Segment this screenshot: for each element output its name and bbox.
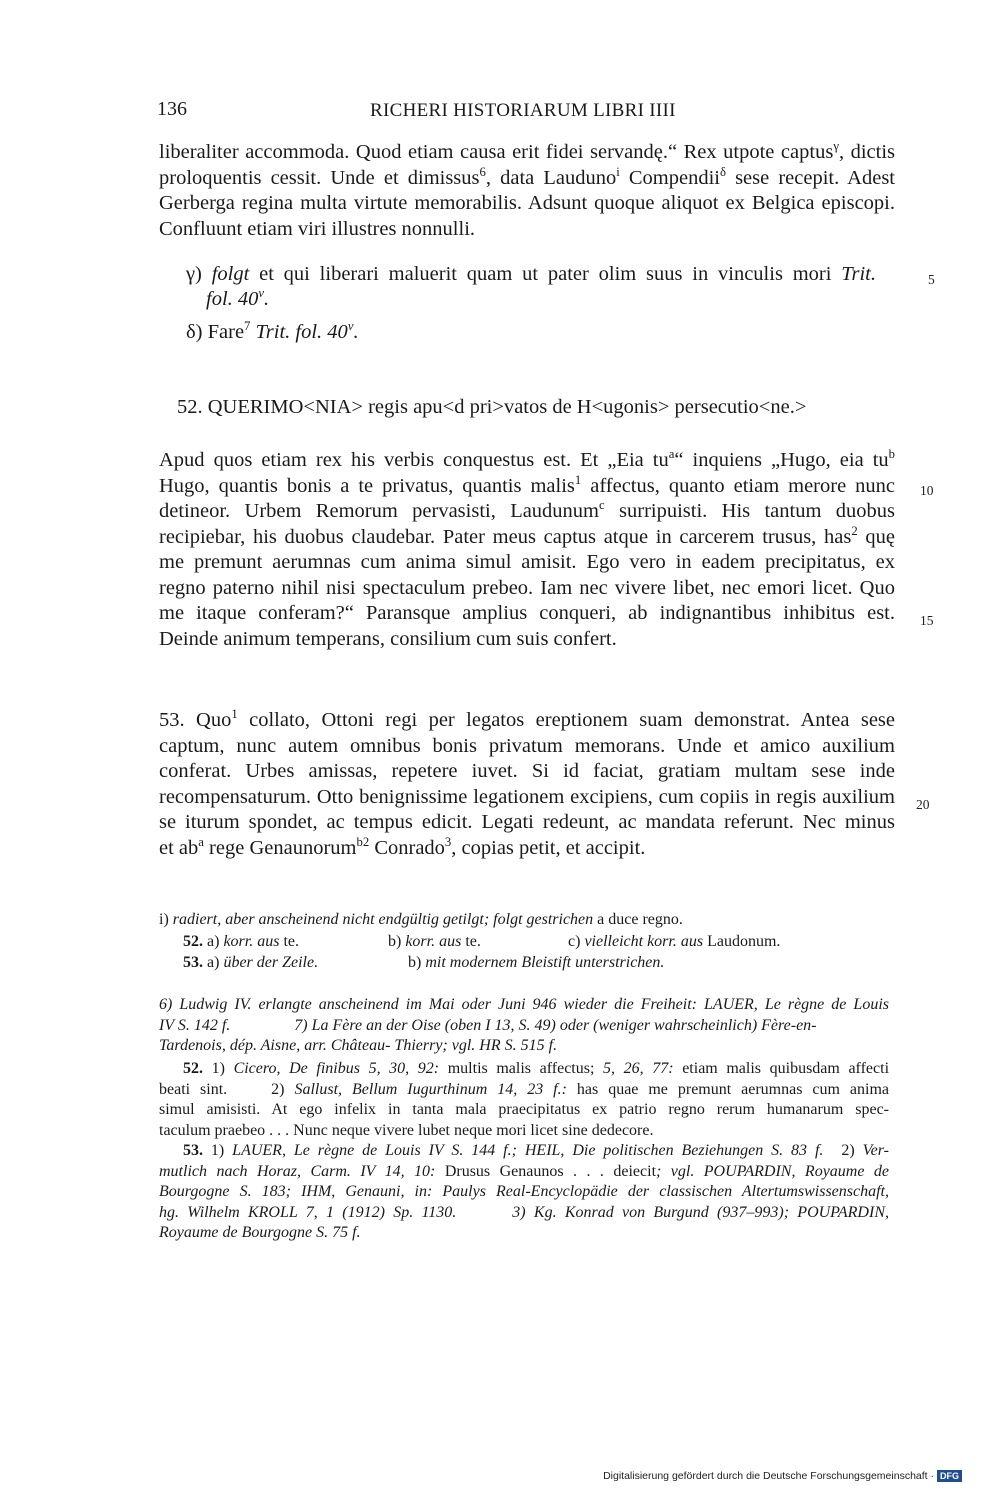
line-number: 20 — [916, 797, 930, 812]
text-line: Deinde animum temperans, consilium cum suis confert. — [159, 627, 617, 650]
text-line: recipiebar, his duobus claudebar. Pater meus captus atque in carcerem trusus, has$^2$ quę — [159, 523, 895, 548]
text-line: me itaque conferam?“ Paransque amplius conqueri, ab indignantibus inhibitus est. — [159, 602, 895, 624]
text-line: et $ab^a$ rege Genaunorum$^{b2}$ Conrado$^3$, copias petit, et accipit. — [159, 834, 646, 859]
text-line: recompensaturum. Otto benignissime legationem excipiens, cum copiis in regis auxilium — [159, 785, 895, 808]
text-line: se iturum spondet, ac tempus edicit. Legati redeunt, ac mandata referunt. Nec minus — [159, 811, 895, 833]
page-number: 136 — [157, 98, 187, 120]
funding-footer: Digitalisierung gefördert durch die Deutsche Forschungsgemeinschaft · DFG — [603, 1470, 962, 1482]
line-number: 5 — [928, 272, 935, 287]
commentary-52: 52. 1) Cicero, De finibus 5, 30, 92: multis malis affectus; 5, 26, 77: etiam malis quibusdam affecti beati sint. 2) Sallust, Bellum Iugurthinum 14, 23 f.: has quae me premunt aerumnas cum anima simul amisisti. At ego infelix in tanta mala praecipitatus ex patrio regno rerum humanarum spec- taculum praebeo . . . Nunc neque vivere lubet neque mori licet sine dedecore. — [159, 1060, 890, 1139]
text-line: 53. Quo$^1$ collato, Ottoni regi per legatos ereptionem suam demonstrat. Antea sese — [159, 707, 895, 731]
text-line: Apud quos etiam rex his verbis conquestus est. Et „Eia $tu^a“$ inquiens „Hugo, eia $tu^b$ — [159, 447, 895, 471]
text-line: proloquentis cessit. Unde et dimissus$^6$, data Lauduno$^i$ Compendii$^\delta$ sese recepit. Adest — [159, 164, 895, 189]
dfg-logo: DFG — [937, 1470, 962, 1482]
text-line: conferat. Urbes amissas, repetere iuvet. Si id faciat, gratiam multam sese inde — [159, 760, 895, 782]
text-line: regno paterno nihil nisi spectaculum prebeo. Iam nec vivere libet, nec emori licet. Quo — [159, 576, 895, 599]
text-line: captum, nunc autem omnibus bonis privatum memorans. Unde et amico auxilium — [159, 734, 895, 757]
commentary-53: 53. 1) LAUER, Le règne de Louis IV S. 144 f.; HEIL, Die politischen Beziehungen S. 83 f. 2) Ver- mutlich nach Horaz, Carm. IV 14, 10: Drusus Genaunos . . . deiecit; vgl. POUPARDIN, Royaume de Bourgogne S. 183; IHM, Genauni, in: Paulys Real-Encyclopädie der classischen Altertumswissenschaft, hg. Wilhelm KROLL 7, 1 (1912) Sp. 1130. 3) Kg. Konrad von Burgund (937–993); POUPARDIN, Royaume de Bourgogne S. 75 f. — [159, 1142, 890, 1241]
text-line: Confluunt etiam viri illustres nonnulli. — [159, 217, 476, 240]
apparatus-52-c: c) vielleicht korr. aus Laudonum. — [568, 933, 781, 950]
chapter-heading-52: 52. QUERIMO<NIA> regis apu<d pri>vatos de H<ugonis> persecutio<ne.> — [177, 396, 807, 418]
running-title: RICHERI HISTORIARUM LIBRI IIII — [370, 100, 676, 121]
apparatus-52: 52. a) korr. aus te. — [183, 933, 299, 950]
text-line: detineor. Urbem Remorum pervasisti, Laudunum$^c$ surripuisti. His tantum duobus — [159, 498, 895, 522]
line-number: 15 — [920, 613, 934, 628]
commentary-6-7: 6) Ludwig IV. erlangte anscheinend im Mai oder Juni 946 wieder die Freiheit: LAUER, Le règne de Louis IV S. 142 f. 7) La Fère an der Oise (oben I 13, S. 49) oder (weniger wahrscheinlich) Fère-en- Tardenois, dép. Aisne, arr. Château- Thierry; vgl. HR S. 515 f. — [159, 996, 889, 1054]
chapter-52-text — [159, 448, 895, 652]
text-line: Gerberga regina multa virtute memorabilis. Adsunt quoque aliquot ex Belgica episcopi. — [159, 192, 895, 214]
text-line: liberaliter accommoda. Quod etiam causa erit fidei servandę.“ Rex utpote captus$^\gamma$, dictis — [159, 139, 896, 163]
apparatus-52-b: b) korr. aus te. — [388, 933, 481, 950]
line-number: 10 — [920, 483, 934, 498]
apparatus-53: 53. a) über der Zeile. — [183, 954, 319, 971]
text-line: me premunt aerumnas cum anima simul amisit. Ego vero in eadem precipitatus, ex — [159, 551, 895, 573]
apparatus-53-b: b) mit modernem Bleistift unterstrichen. — [408, 954, 665, 971]
chapter-53-text — [159, 708, 895, 861]
paragraph-top — [159, 140, 895, 242]
variant-note-gamma: γ) folgt et qui liberari maluerit quam ut pater olim suus in vinculis mori Trit. fol. 40$^v$. — [186, 263, 876, 310]
variant-note-delta: δ) Fare$^7$ Trit. fol. 40$^v$. — [186, 319, 359, 343]
text-line: Hugo, quantis bonis a te privatus, quantis malis$^1$ affectus, quanto etiam merore nunc — [159, 472, 896, 497]
apparatus-note-i: i) radiert, aber anscheinend nicht endgültig getilgt; folgt gestrichen a duce regno. — [159, 911, 683, 928]
